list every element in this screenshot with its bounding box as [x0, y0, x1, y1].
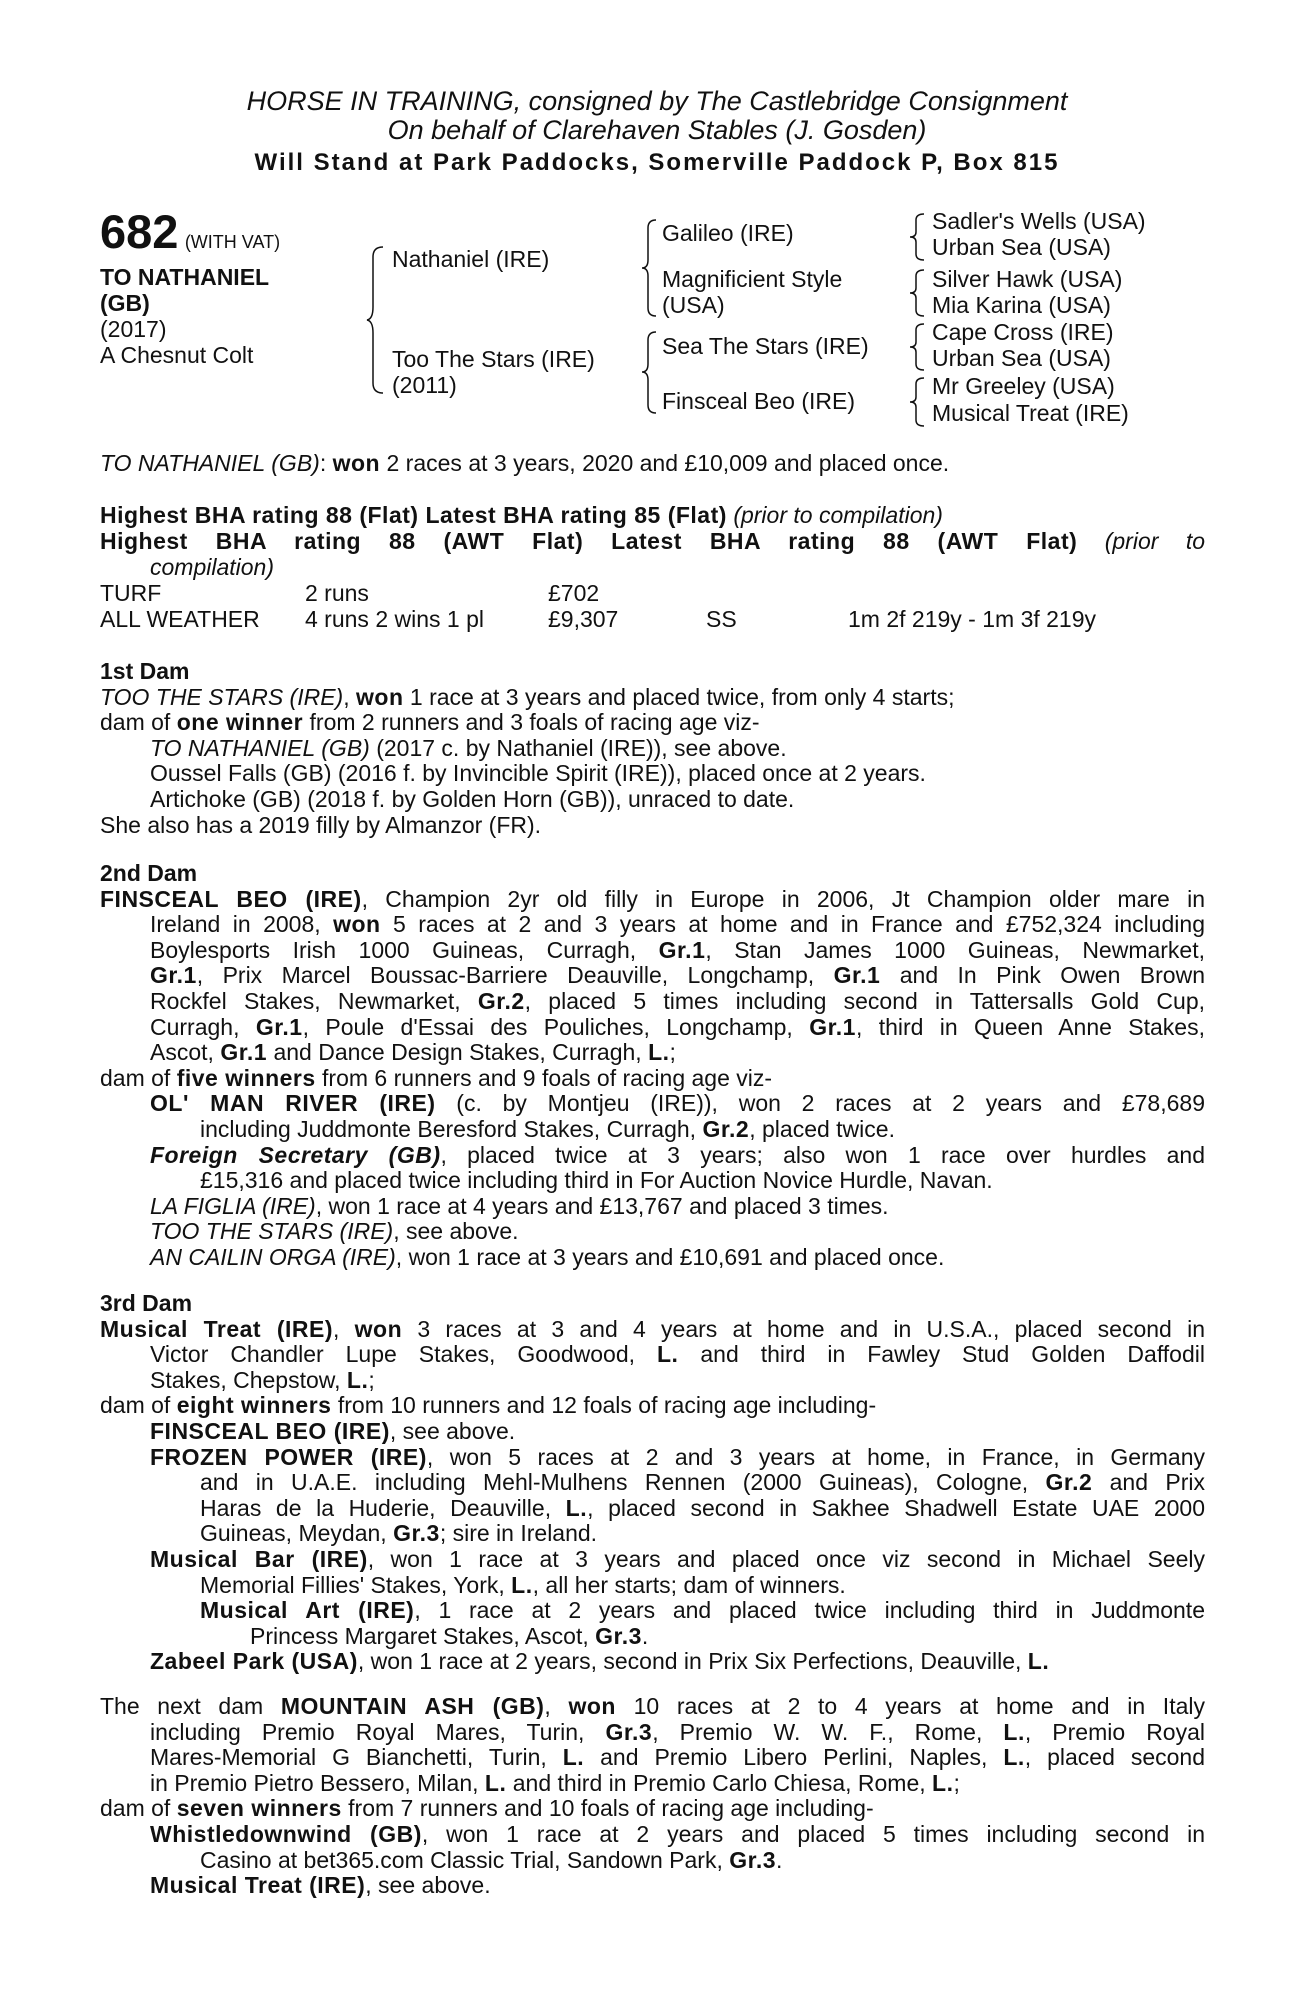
second-dam-line: Ascot, Gr.1 and Dance Design Stakes, Curragh, L.;: [150, 1039, 676, 1066]
turf-money: £702: [548, 580, 600, 606]
location-line: Will Stand at Park Paddocks, Somerville Paddock P, Box 815: [254, 149, 1060, 176]
ss-sire: Sadler's Wells (USA): [932, 208, 1146, 234]
second-dam-line: OL' MAN RIVER (IRE) (c. by Montjeu (IRE)), won 2 races at 2 years and £78,689: [150, 1091, 1205, 1117]
aw-money: £9,307: [548, 606, 619, 632]
next-dam-line: including Premio Royal Mares, Turin, Gr.3, Premio W. W. F., Rome, L., Premio Royal: [150, 1719, 1205, 1745]
second-dam-line: Ireland in 2008, won 5 races at 2 and 3 years at home and in France and £752,324 including: [150, 912, 1205, 938]
sire-dam-line2: (USA): [662, 292, 725, 318]
dam-year: (2011): [392, 372, 457, 398]
third-dam-line: Victor Chandler Lupe Stakes, Goodwood, L. and third in Fawley Stud Golden Daffodil: [150, 1342, 1205, 1368]
third-dam-line: Princess Margaret Stakes, Ascot, Gr.3.: [250, 1622, 649, 1649]
sire: Nathaniel (IRE): [392, 246, 550, 272]
lot-number-block: [100, 206, 280, 258]
aw-runs: 4 runs 2 wins 1 pl: [305, 606, 484, 632]
second-dam-line: AN CAILIN ORGA (IRE), won 1 race at 3 years and £10,691 and placed once.: [150, 1243, 945, 1270]
horse-description: A Chesnut Colt: [100, 342, 254, 368]
pedigree-brace-sd: [908, 268, 928, 318]
vat-note: (WITH VAT): [184, 232, 281, 252]
first-dam-line: Artichoke (GB) (2018 f. by Golden Horn (GB)), unraced to date.: [150, 785, 795, 812]
third-dam-line: Guineas, Meydan, Gr.3; sire in Ireland.: [200, 1520, 598, 1547]
next-dam-line: dam of seven winners from 7 runners and 10 foals of racing age including-: [100, 1795, 874, 1822]
third-dam-line: Haras de la Huderie, Deauville, L., placed second in Sakhee Shadwell Estate UAE 2000: [200, 1495, 1205, 1521]
lot-number: 682: [100, 205, 179, 258]
foaling-year: (2017): [100, 316, 167, 342]
rating-line-2: Highest BHA rating 88 (AWT Flat) Latest BHA rating 88 (AWT Flat) (prior to: [100, 528, 1206, 554]
rating-line-1: Highest BHA rating 88 (Flat) Latest BHA rating 85 (Flat) (prior to compilation): [100, 502, 943, 528]
horse-name-line2: (GB): [100, 290, 150, 316]
second-dam-line: FINSCEAL BEO (IRE), Champion 2yr old filly in Europe in 2006, Jt Champion older mare in: [100, 886, 1205, 912]
third-dam-line: and in U.A.E. including Mehl-Mulhens Rennen (2000 Guineas), Cologne, Gr.2 and Prix: [200, 1470, 1205, 1496]
third-dam-line: Musical Art (IRE), 1 race at 2 years and placed twice including third in Juddmonte: [200, 1598, 1205, 1624]
third-dam-line: Memorial Fillies' Stakes, York, L., all her starts; dam of winners.: [200, 1571, 846, 1598]
third-dam-line: Stakes, Chepstow, L.;: [150, 1366, 375, 1393]
third-dam-line: Musical Bar (IRE), won 1 race at 3 years and placed once viz second in Michael Seely: [150, 1546, 1205, 1572]
third-dam-line: Zabeel Park (USA), won 1 race at 2 years, second in Prix Six Perfections, Deauville, L.: [150, 1648, 1050, 1675]
first-dam-line: dam of one winner from 2 runners and 3 foals of racing age viz-: [100, 709, 760, 736]
pedigree-brace-ss: [908, 212, 928, 262]
first-dam-line: She also has a 2019 filly by Almanzor (FR).: [100, 811, 542, 838]
sire-dam-line1: Magnificient Style: [662, 266, 843, 292]
second-dam-line: £15,316 and placed twice including third in For Auction Novice Hurdle, Navan.: [200, 1167, 993, 1194]
next-dam-section: [100, 1694, 1205, 1899]
third-dam-line: Musical Treat (IRE), won 3 races at 3 and 4 years at home and in U.S.A., placed second in: [100, 1316, 1205, 1342]
aw-going: SS: [706, 606, 737, 632]
ss-dam: Urban Sea (USA): [932, 234, 1111, 260]
ds-sire: Cape Cross (IRE): [932, 319, 1114, 345]
third-dam-section: [100, 1291, 1205, 1675]
pedigree-brace-sire: [640, 218, 660, 318]
turf-runs: 2 runs: [305, 580, 369, 606]
pedigree-brace-ds: [908, 322, 928, 372]
dd-sire: Mr Greeley (USA): [932, 373, 1115, 399]
first-dam-line: TOO THE STARS (IRE), won 1 race at 3 years and placed twice, from only 4 starts;: [100, 683, 955, 710]
race-summary: TO NATHANIEL (GB): won 2 races at 3 years, 2020 and £10,009 and placed once.: [100, 450, 950, 476]
ds-dam: Urban Sea (USA): [932, 345, 1111, 371]
third-dam-line: FROZEN POWER (IRE), won 5 races at 2 and 3 years at home, in France, in Germany: [150, 1444, 1205, 1470]
next-dam-line: Musical Treat (IRE), see above.: [150, 1872, 491, 1899]
second-dam-section: [100, 861, 1205, 1271]
next-dam-line: Casino at bet365.com Classic Trial, Sandown Park, Gr.3.: [200, 1846, 783, 1873]
second-dam-line: LA FIGLIA (IRE), won 1 race at 4 years and £13,767 and placed 3 times.: [150, 1192, 889, 1219]
first-dam-line: Oussel Falls (GB) (2016 f. by Invincible Spirit (IRE)), placed once at 2 years.: [150, 760, 926, 787]
dam-dam: Finsceal Beo (IRE): [662, 388, 856, 414]
second-dam-line: TOO THE STARS (IRE), see above.: [150, 1218, 519, 1245]
consignor-line: HORSE IN TRAINING, consigned by The Castlebridge Consignment: [246, 86, 1068, 116]
stable-line: On behalf of Clarehaven Stables (J. Gosden): [387, 115, 927, 145]
second-dam-line: Gr.1, Prix Marcel Boussac-Barriere Deauville, Longchamp, Gr.1 and In Pink Owen Brown: [150, 963, 1205, 989]
dd-dam: Musical Treat (IRE): [932, 400, 1129, 426]
sd-dam: Mia Karina (USA): [932, 292, 1111, 318]
next-dam-line: Mares-Memorial G Bianchetti, Turin, L. and Premio Libero Perlini, Naples, L., placed second: [150, 1745, 1205, 1771]
horse-name-line1: TO NATHANIEL: [100, 264, 270, 290]
second-dam-line: Foreign Secretary (GB), placed twice at 3 years; also won 1 race over hurdles and: [150, 1142, 1205, 1168]
rating-line-3: compilation): [150, 554, 274, 580]
sd-sire: Silver Hawk (USA): [932, 266, 1123, 292]
aw-label: ALL WEATHER: [100, 606, 260, 632]
second-dam-line: dam of five winners from 6 runners and 9 foals of racing age viz-: [100, 1064, 773, 1091]
second-dam-line: Curragh, Gr.1, Poule d'Essai des Pouliches, Longchamp, Gr.1, third in Queen Anne Stakes,: [150, 1014, 1205, 1040]
next-dam-line: in Premio Pietro Bessero, Milan, L. and third in Premio Carlo Chiesa, Rome, L.;: [150, 1769, 960, 1796]
aw-distance: 1m 2f 219y - 1m 3f 219y: [848, 606, 1097, 632]
third-dam-heading: 3rd Dam: [100, 1290, 193, 1316]
next-dam-line: The next dam MOUNTAIN ASH (GB), won 10 races at 2 to 4 years at home and in Italy: [100, 1694, 1205, 1719]
second-dam-line: Rockfel Stakes, Newmarket, Gr.2, placed 5 times including second in Tattersalls Gold Cup,: [150, 988, 1205, 1014]
pedigree-brace-dam: [640, 330, 660, 415]
first-dam-heading: 1st Dam: [100, 658, 190, 684]
third-dam-line: dam of eight winners from 10 runners and 12 foals of racing age including-: [100, 1392, 877, 1419]
dam-sire: Sea The Stars (IRE): [662, 333, 869, 359]
third-dam-line: FINSCEAL BEO (IRE), see above.: [150, 1417, 516, 1444]
next-dam-line: Whistledownwind (GB), won 1 race at 2 years and placed 5 times including second in: [150, 1821, 1205, 1847]
second-dam-heading: 2nd Dam: [100, 860, 198, 886]
first-dam-line: TO NATHANIEL (GB) (2017 c. by Nathaniel (IRE)), see above.: [150, 734, 787, 761]
first-dam-section: [100, 659, 1205, 838]
dam: Too The Stars (IRE): [392, 346, 595, 372]
second-dam-line: including Juddmonte Beresford Stakes, Curragh, Gr.2, placed twice.: [200, 1115, 895, 1142]
pedigree-brace-dd: [908, 376, 928, 428]
second-dam-line: Boylesports Irish 1000 Guineas, Curragh, Gr.1, Stan James 1000 Guineas, Newmarket,: [150, 937, 1205, 963]
pedigree-brace-main: [365, 245, 387, 395]
turf-label: TURF: [100, 580, 162, 606]
sire-sire: Galileo (IRE): [662, 220, 794, 246]
